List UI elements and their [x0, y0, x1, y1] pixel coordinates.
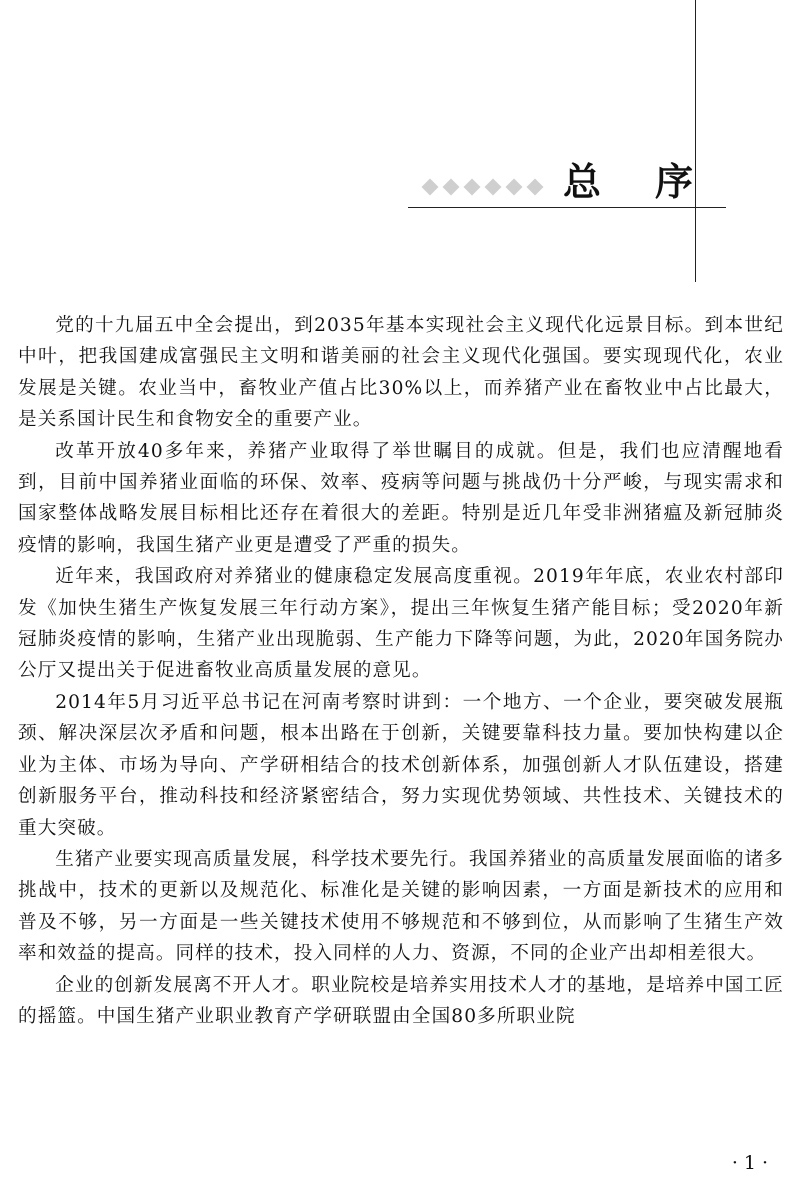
page-title	[563, 158, 693, 206]
diamond-icon	[484, 178, 502, 196]
paragraph-4: 2014年5月习近平总书记在河南考察时讲到：一个地方、一个企业，要突破发展瓶颈、解决深层次矛盾和问题，根本出路在于创新，关键要靠科技力量。要加快构建以企业为主体、市场为导向、产学研相结合的技术创新体系，加强创新人才队伍建设，搭建创新服务平台，推动科技和经济紧密结合，努力实现优势领域、共性技术、关键技术的重大突破。	[18, 691, 784, 839]
page-number: ·1·	[731, 1152, 774, 1174]
diamond-ornament	[421, 178, 544, 196]
title-char-2: 序	[654, 160, 693, 204]
diamond-icon	[463, 178, 481, 196]
vertical-rule	[695, 0, 696, 282]
diamond-icon	[526, 178, 544, 196]
title-rule	[408, 207, 726, 208]
body-text	[18, 310, 784, 1032]
diamond-icon	[442, 178, 460, 196]
title-char-1: 总	[563, 160, 602, 204]
paragraph-1: 党的十九届五中全会提出，到2035年基本实现社会主义现代化远景目标。到本世纪中叶，把我国建成富强民主文明和谐美丽的社会主义现代化强国。要实现现代化，农业发展是关键。农业当中，畜牧业产值占比30%以上，而养猪产业在畜牧业中占比最大，是关系国计民生和食物安全的重要产业。	[18, 315, 784, 431]
paragraph-3: 近年来，我国政府对养猪业的健康稳定发展高度重视。2019年年底，农业农村部印发《加快生猪生产恢复发展三年行动方案》，提出三年恢复生猪产能目标；受2020年新冠肺炎疫情的影响，生猪产业出现脆弱、生产能力下降等问题，为此，2020年国务院办公厅又提出关于促进畜牧业高质量发展的意见。	[18, 566, 784, 682]
paragraph-2: 改革开放40多年来，养猪产业取得了举世瞩目的成就。但是，我们也应清醒地看到，目前中国养猪业面临的环保、效率、疫病等问题与挑战仍十分严峻，与现实需求和国家整体战略发展目标相比还存在着很大的差距。特别是近几年受非洲猪瘟及新冠肺炎疫情的影响，我国生猪产业更是遭受了严重的损失。	[18, 440, 784, 556]
paragraph-6: 企业的创新发展离不开人才。职业院校是培养实用技术人才的基地，是培养中国工匠的摇篮。中国生猪产业职业教育产学研联盟由全国80多所职业院	[18, 974, 784, 1027]
paragraph-5: 生猪产业要实现高质量发展，科学技术要先行。我国养猪业的高质量发展面临的诸多挑战中，技术的更新以及规范化、标准化是关键的影响因素，一方面是新技术的应用和普及不够，另一方面是一些关键技术使用不够规范和不够到位，从而影响了生猪生产效率和效益的提高。同样的技术，投入同样的人力、资源，不同的企业产出却相差很大。	[18, 848, 784, 965]
diamond-icon	[421, 178, 439, 196]
diamond-icon	[505, 178, 523, 196]
